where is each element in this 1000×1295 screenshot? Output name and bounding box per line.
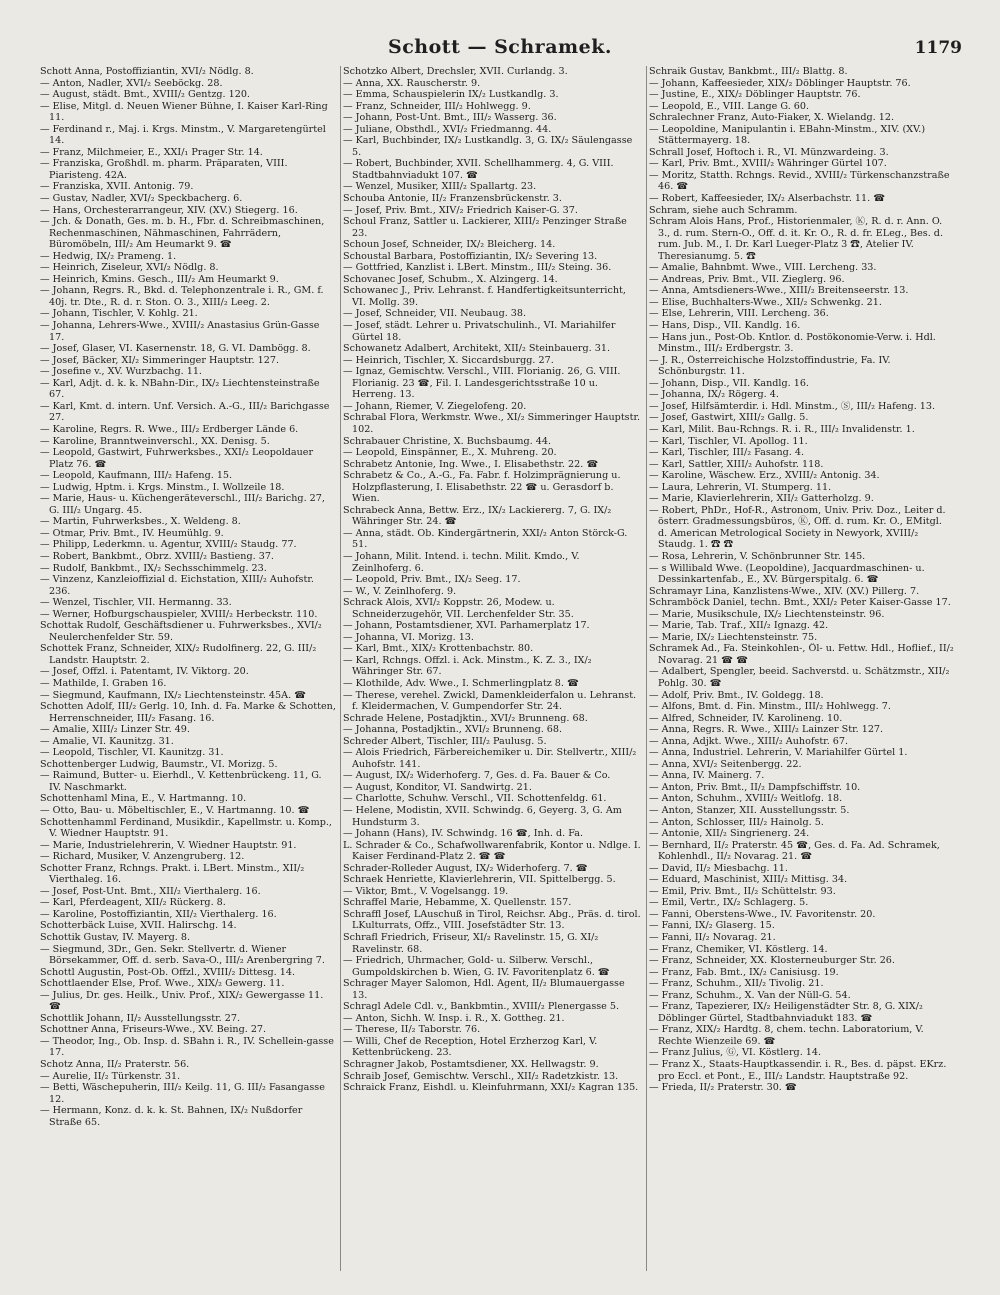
- directory-entry: — Antonie, XII/₂ Singrienerg. 24.: [649, 828, 810, 840]
- directory-entry: — Hans, Orchesterarrangeur, XIV. (XV.) Stiegerg. 16.: [40, 204, 298, 216]
- directory-entry: — Karoline, Branntweinverschl., XX. Denisg. 5.: [40, 435, 270, 447]
- directory-entry: — Johann, Milit. Intend. i. techn. Milit. Kmdo., V. Zeinlhoferg. 6.: [343, 550, 580, 574]
- directory-entry: — Theodor, Ing., Ob. Insp. d. SBahn i. R., IV. Schellein-gasse 17.: [40, 1035, 334, 1059]
- directory-entry: — Franz, Schuhm., X. Van der Nüll-G. 54.: [649, 989, 851, 1001]
- directory-entry: — Emma, Schauspielerin IX/₂ Lustkandlg. 3.: [343, 89, 559, 101]
- directory-entry: Schottenberger Ludwig, Baumstr., VI. Morizg. 5.: [40, 758, 278, 770]
- directory-entry: Schrall Josef, Hoftoch i. R., VI. Münzwardeing. 3.: [649, 146, 889, 158]
- directory-entry: — Johann, Tischler, V. Kohlg. 21.: [40, 308, 198, 320]
- directory-entry: Schralechner Franz, Auto-Fiaker, X. Wielandg. 12.: [649, 112, 895, 124]
- directory-entry: — Wenzel, Tischler, VII. Hermanng. 33.: [40, 597, 232, 609]
- directory-entry: Schrade Helene, Postadjktin., XVI/₂ Brunneng. 68.: [343, 712, 588, 724]
- directory-entry: — Justine, E., XIX/₂ Döblinger Hauptstr. 76.: [649, 89, 861, 101]
- directory-entry: — Mathilde, I. Graben 16.: [40, 677, 167, 689]
- directory-entry: Schott Anna, Postoffiziantin, XVI/₂ Nödlg. 8.: [40, 66, 254, 77]
- directory-entry: — Marie, Haus- u. Küchengeräteverschl., III/₂ Barichg. 27, G. III/₂ Ungarg. 45.: [40, 493, 325, 516]
- directory-entry: — Elise, Buchhalters-Wwe., XII/₂ Schwenkg. 21.: [649, 296, 882, 308]
- directory-entry: — Anna, IV. Mainerg. 7.: [649, 770, 765, 782]
- directory-entry: — Franz, Chemiker, VI. Köstlerg. 14.: [649, 943, 828, 955]
- directory-entry: — Karl, Adjt. d. k. k. NBahn-Dir., IX/₂ Liechtensteinstraße 67.: [40, 377, 320, 401]
- directory-entry: — Rosa, Lehrerin, V. Schönbrunner Str. 145.: [649, 550, 866, 562]
- directory-entry: — Josef, Bäcker, XI/₂ Simmeringer Hauptstr. 127.: [40, 354, 280, 366]
- directory-entry: Schrabetz & Co., A.-G., Fa. Fabr. f. Holzimprägnierung u. Holzpflasterung, I. Elisabethstr. 22 ☎ u. Gerasdorf b. Wien.: [343, 470, 621, 505]
- directory-entry: — Leopold, Gastwirt, Fuhrwerksbes., XXI/₂ Leopoldauer Platz 76. ☎: [40, 447, 314, 470]
- directory-entry: — Werner, Hofburgschauspieler, XVIII/₂ Herbeckstr. 110.: [40, 608, 318, 620]
- directory-entry: — Karl, Sattler, XIII/₂ Auhofstr. 118.: [649, 458, 824, 470]
- directory-entry: — Franz, Schuhm., XII/₂ Tivolig. 21.: [649, 978, 824, 990]
- directory-entry: — Leopold, Priv. Bmt., IX/₂ Seeg. 17.: [343, 574, 521, 586]
- directory-entry: — Friedrich, Uhrmacher, Gold- u. Silberw. Verschl., Gumpoldskirchen b. Wien, G. IV. Favoritenplatz 6. ☎: [343, 955, 610, 978]
- directory-entry: — Laura, Lehrerin, VI. Stumperg. 11.: [649, 481, 832, 493]
- directory-entry: Schragner Jakob, Postamtsdiener, XX. Hellwagstr. 9.: [343, 1059, 599, 1071]
- page-header: [0, 36, 1000, 64]
- directory-entry: — Franz, Schneider, XX. Klosterneuburger Str. 26.: [649, 955, 895, 967]
- directory-entry: — Fanni, IX/₂ Glaserg. 15.: [649, 920, 775, 932]
- directory-entry: Schottlaender Else, Prof. Wwe., XIX/₂ Gewerg. 11.: [40, 978, 285, 990]
- directory-entry: — Philipp, Lederkmn. u. Agentur, XVIII/₂ Staudg. 77.: [40, 539, 297, 551]
- column-divider: [646, 66, 647, 1271]
- directory-entry: Schrader-Rolleder August, IX/₂ Widerhoferg. 7. ☎: [343, 862, 588, 874]
- directory-entry: — Helene, Modistin, XVII. Schwindg. 6, Geyerg. 3, G. Am Hundsturm 3.: [343, 805, 622, 828]
- directory-entry: — Johann, Kaffeesieder, XIX/₂ Döblinger Hauptstr. 76.: [649, 77, 911, 89]
- directory-entry: — Eduard, Maschinist, XIII/₂ Mittisg. 34.: [649, 874, 848, 886]
- directory-entry: Schoustal Barbara, Postoffiziantin, IX/₂ Severing 13.: [343, 250, 598, 262]
- directory-entry: Schraik Gustav, Bankbmt., III/₂ Blattg. 8.: [649, 66, 848, 77]
- directory-entry: — Johann, Riemer, V. Ziegelofeng. 20.: [343, 400, 527, 412]
- directory-entry: — Marie, Tab. Traf., XII/₂ Ignazg. 42.: [649, 620, 829, 632]
- directory-entry: — Karl, Milit. Bau-Rchngs. R. i. R., III/₂ Invalidenstr. 1.: [649, 423, 915, 435]
- directory-entry: Schram Alois Hans, Prof., Historienmaler, Ⓚ, R. d. r. Ann. O. 3., d. rum. Stern-O., Off. d. it. Kr. O., R. d. fr. ELeg., Bes. d. rum. Jub. M., I. Dr. Karl Lueger-Platz 3 ☎, Atelier IV. Theresianumg. 5. ☎: [649, 216, 943, 262]
- directory-entry: — Marie, IX/₂ Liechtensteinstr. 75.: [649, 631, 818, 643]
- directory-entry: Schramek Ad., Fa. Steinkohlen-, Öl- u. Fettw. Hdl., Hoflief., II/₂ Novarag. 21 ☎ ☎: [649, 643, 954, 666]
- directory-entry: — Johanna, Lehrers-Wwe., XVIII/₂ Anastasius Grün-Gasse 17.: [40, 320, 320, 343]
- directory-entry: Schoun Josef, Schneider, IX/₂ Bleicherg. 14.: [343, 239, 556, 251]
- directory-entry: Schottenhaml Mina, E., V. Hartmanng. 10.: [40, 793, 247, 805]
- directory-entry: Schottenhamml Ferdinand, Musikdir., Kapellmstr. u. Komp., V. Wiedner Hauptstr. 91.: [40, 816, 332, 840]
- directory-entry: — Johann, Post-Unt. Bmt., III/₂ Wasserg. 36.: [343, 112, 557, 124]
- directory-entry: — Betti, Wäschepuherin, III/₂ Keilg. 11, G. III/₂ Fasangasse 12.: [40, 1082, 325, 1105]
- directory-entry: — Anton, Sichh. W. Insp. i. R., X. Gottheg. 21.: [343, 1012, 565, 1024]
- directory-entry: — Robert, Bankbmt., Obrz. XVIII/₂ Bastieng. 37.: [40, 550, 274, 562]
- directory-entry: — Marie, Klavierlehrerin, XII/₂ Gatterholzg. 9.: [649, 493, 874, 505]
- directory-entry: — Karl, Kmt. d. intern. Unf. Versich. A.-G., III/₂ Barichgasse 27.: [40, 400, 330, 424]
- directory-entry: Schraek Henriette, Klavierlehrerin, VII. Spittelbergg. 5.: [343, 874, 616, 886]
- column-2: [343, 66, 641, 1094]
- directory-entry: — Otmar, Priv. Bmt., IV. Heumühlg. 9.: [40, 527, 224, 539]
- directory-entry: Schrabeck Anna, Bettw. Erz., IX/₂ Lackiererg. 7, G. IX/₂ Währinger Str. 24. ☎: [343, 504, 612, 528]
- directory-entry: Schotter Franz, Rchngs. Prakt. i. LBert. Minstm., XII/₂ Vierthaleg. 16.: [40, 862, 305, 886]
- directory-entry: — Amalie, Bahnbmt. Wwe., VIII. Lercheng. 33.: [649, 262, 877, 274]
- directory-entry: — Franz, Milchmeier, E., XXI/₁ Prager Str. 14.: [40, 146, 263, 158]
- directory-entry: — Bernhard, II/₂ Praterstr. 45 ☎, Ges. d. Fa. Ad. Schramek, Kohlenhdl., II/₂ Novarag. 21. ☎: [649, 839, 940, 863]
- directory-entry: — Franziska, XVII. Antonig. 79.: [40, 181, 194, 193]
- directory-entry: — Anton, Schuhm., XVIII/₂ Weitlofg. 18.: [649, 793, 843, 805]
- directory-entry: — Fanni, II/₂ Novarag. 21.: [649, 932, 776, 944]
- directory-entry: — Karl, Rchngs. Offzl. i. Ack. Minstm., K. Z. 3., IX/₂ Währinger Str. 67.: [343, 654, 592, 678]
- directory-entry: — Karl, Buchbinder, IX/₂ Lustkandlg. 3, G. IX/₂ Säulengasse 5.: [343, 135, 633, 158]
- directory-entry: — August, städt. Bmt., XVIII/₂ Gentzg. 120.: [40, 89, 250, 101]
- directory-entry: — Josef, städt. Lehrer u. Privatschulinh., VI. Mariahilfer Gürtel 18.: [343, 320, 616, 343]
- directory-entry: — Richard, Musiker, V. Anzengruberg. 12.: [40, 851, 245, 863]
- directory-entry: — Karl, Priv. Bmt., XVIII/₂ Währinger Gürtel 107.: [649, 158, 887, 170]
- directory-entry: Schotz Anna, II/₂ Praterstr. 56.: [40, 1059, 190, 1071]
- directory-entry: — Anton, Nadler, XVI/₂ Seeböckg. 28.: [40, 77, 223, 89]
- directory-entry: Schottl Augustin, Post-Ob. Offzl., XVIII/₂ Dittesg. 14.: [40, 966, 296, 978]
- directory-entry: — Hedwig, IX/₂ Prameng. 1.: [40, 250, 177, 262]
- directory-entry: — Anna, Industriel. Lehrerin, V. Mariahilfer Gürtel 1.: [649, 747, 908, 759]
- directory-entry: — Karoline, Regrs. R. Wwe., III/₂ Erdberger Lände 6.: [40, 423, 299, 435]
- directory-entry: Schrack Alois, XVI/₂ Koppstr. 26, Modew. u. Schneiderzugehör, VII. Lerchenfelder Str. 35.: [343, 597, 574, 620]
- directory-entry: — Frieda, II/₂ Praterstr. 30. ☎: [649, 1082, 797, 1094]
- directory-entry: — Leopold, E., VIII. Lange G. 60.: [649, 100, 810, 112]
- directory-entry: — Johann, Postamtsdiener, XVI. Parhamerplatz 17.: [343, 620, 590, 632]
- directory-entry: Schowanetz Adalbert, Architekt, XII/₂ Steinbauerg. 31.: [343, 343, 610, 355]
- directory-entry: — David, II/₂ Miesbachg. 11.: [649, 862, 788, 874]
- directory-entry: — Ignaz, Gemischtw. Verschl., VIII. Florianig. 26, G. VIII. Florianig. 23 ☎, Fil. I. Landesgerichtsstraße 10 u. Herreng. 13.: [343, 366, 621, 401]
- directory-entry: — Hermann, Konz. d. k. k. St. Bahnen, IX/₂ Nußdorfer Straße 65.: [40, 1105, 303, 1128]
- directory-entry: — Karoline, Wäschew. Erz., XVIII/₂ Antonig. 34.: [649, 470, 880, 482]
- directory-entry: L. Schrader & Co., Schafwollwarenfabrik, Kontor u. Ndlge. I. Kaiser Ferdinand-Platz 2. ☎ ☎: [343, 839, 641, 863]
- directory-entry: — Adalbert, Spengler, beeid. Sachverstd. u. Schätzmstr., XII/₂ Pohlg. 30. ☎: [649, 666, 950, 689]
- directory-entry: Schottlik Johann, II/₂ Ausstellungsstr. 27.: [40, 1012, 241, 1024]
- directory-entry: — August, Konditor, VI. Sandwirtg. 21.: [343, 781, 532, 793]
- directory-entry: Schrabal Flora, Werkmstr. Wwe., XI/₂ Simmeringer Hauptstr. 102.: [343, 412, 641, 435]
- directory-entry: — Josef, Hilfsämterdir. i. Hdl. Minstm., Ⓢ, III/₂ Hafeng. 13.: [649, 400, 936, 412]
- column-1: [40, 66, 336, 1128]
- directory-entry: — Anton, Schlosser, III/₂ Hainolg. 5.: [649, 816, 824, 828]
- directory-entry: — Viktor, Bmt., V. Vogelsangg. 19.: [343, 885, 509, 897]
- directory-entry: Schraick Franz, Eishdl. u. Kleinfuhrmann, XXI/₂ Kagran 135.: [343, 1082, 639, 1094]
- directory-entry: — Ferdinand r., Maj. i. Krgs. Minstm., V. Margaretengürtel 14.: [40, 123, 326, 147]
- directory-entry: — W., V. Zeinlhoferg. 9.: [343, 585, 457, 597]
- directory-entry: — Amalie, XIII/₂ Linzer Str. 49.: [40, 724, 190, 736]
- directory-entry: — Amalie, VI. Kaunitzg. 31.: [40, 735, 174, 747]
- directory-entry: — Heinrich, Kmins. Gesch., III/₂ Am Heumarkt 9.: [40, 273, 279, 285]
- directory-entry: — Leopold, Einspänner, E., X. Muhreng. 20.: [343, 447, 557, 459]
- directory-entry: — Josef, Schneider, VII. Neubaug. 38.: [343, 308, 527, 320]
- directory-entry: Schram, siehe auch Schramm.: [649, 204, 798, 216]
- directory-entry: Schovanec Josef, Schubm., X. Alzingerg. 14.: [343, 273, 558, 285]
- directory-entry: — Karl, Tischler, III/₂ Fasang. 4.: [649, 447, 805, 459]
- directory-entry: Schowanec J., Priv. Lehranst. f. Handfertigkeitsunterricht, VI. Mollg. 39.: [343, 285, 626, 308]
- directory-entry: — Elise, Mitgl. d. Neuen Wiener Bühne, I. Kaiser Karl-Ring 11.: [40, 100, 328, 124]
- directory-entry: — Anna, Amtsdieners-Wwe., XIII/₂ Breitenseerstr. 13.: [649, 285, 909, 297]
- directory-entry: — Franz, XIX/₂ Hardtg. 8, chem. techn. Laboratorium, V. Rechte Wienzeile 69. ☎: [649, 1024, 924, 1047]
- directory-entry: — Martin, Fuhrwerksbes., X. Weldeng. 8.: [40, 516, 241, 528]
- directory-entry: Schramayr Lina, Kanzlistens-Wwe., XIV. (XV.) Pillerg. 7.: [649, 585, 920, 597]
- directory-entry: Schragl Adele Cdl. v., Bankbmtin., XVIII/₂ Plenergasse 5.: [343, 1001, 620, 1013]
- directory-entry: — Anna, Regrs. R. Wwe., XIII/₂ Lainzer Str. 127.: [649, 724, 884, 736]
- directory-entry: — Adolf, Priv. Bmt., IV. Goldegg. 18.: [649, 689, 824, 701]
- directory-entry: — Josef, Glaser, VI. Kasernenstr. 18, G. VI. Dambögg. 8.: [40, 343, 311, 355]
- directory-entry: — Leopold, Tischler, VI. Kaunitzg. 31.: [40, 747, 224, 759]
- directory-entry: — Fanni, Oberstens-Wwe., IV. Favoritenstr. 20.: [649, 908, 876, 920]
- directory-entry: — Josef, Offzl. i. Patentamt, IV. Viktorg. 20.: [40, 666, 249, 678]
- directory-entry: — Willi, Chef de Reception, Hotel Erzherzog Karl, V. Kettenbrückeng. 23.: [343, 1035, 598, 1059]
- directory-entry: — Klothilde, Adv. Wwe., I. Schmerlingplatz 8. ☎: [343, 677, 579, 689]
- directory-entry: — Karl, Pferdeagent, XII/₂ Rückerg. 8.: [40, 897, 226, 909]
- directory-entry: — Siegmund, 3Dr., Gen. Sekr. Stellvertr. d. Wiener Börsekammer, Off. d. serb. Sava-O., III/₂ Arenbergring 7.: [40, 943, 325, 967]
- directory-entry: Schraffl Josef, LAuschuß in Tirol, Reichsr. Abg., Präs. d. tirol. LKulturrats, Offz., VIII. Josefstädter Str. 13.: [343, 908, 641, 932]
- directory-entry: — Marie, Musikschule, IX/₂ Liechtensteinstr. 96.: [649, 608, 885, 620]
- page-number: 1179: [914, 38, 962, 58]
- directory-entry: — Hans jun., Post-Ob. Kntlor. d. Postökonomie-Verw. i. Hdl. Minstm., III/₂ Erdbergstr. 3.: [649, 331, 936, 355]
- directory-entry: — Emil, Vertr., IX/₂ Schlagerg. 5.: [649, 897, 809, 909]
- directory-entry: Schoul Franz, Sattler u. Lackierer, XIII/₂ Penzinger Straße 23.: [343, 216, 627, 239]
- directory-entry: — August, IX/₂ Widerhoferg. 7, Ges. d. Fa. Bauer & Co.: [343, 770, 611, 782]
- directory-entry: — Anna, städt. Ob. Kindergärtnerin, XXI/₂ Anton Störck-G. 51.: [343, 527, 628, 551]
- directory-entry: — s Willibald Wwe. (Leopoldine), Jacquardmaschinen- u. Dessinkartenfab., E., XV. Bürgerspitalg. 6. ☎: [649, 562, 925, 586]
- directory-entry: — Alfons, Bmt. d. Fin. Minstm., III/₂ Hohlwegg. 7.: [649, 701, 891, 713]
- directory-entry: — Anna, XX. Rauscherstr. 9.: [343, 77, 481, 89]
- directory-entry: — Anna, XVI/₂ Seitenbergg. 22.: [649, 758, 802, 770]
- directory-entry: — Franz X., Staats-Hauptkassendir. i. R., Bes. d. päpst. EKrz. pro Eccl. et Pont., E., III/₂ Landstr. Hauptstraße 92.: [649, 1059, 947, 1082]
- directory-entry: — Franz, Fab. Bmt., IX/₂ Canisiusg. 19.: [649, 966, 839, 978]
- directory-entry: Schottik Gustav, IV. Mayerg. 8.: [40, 932, 191, 944]
- directory-entry: — Franz Julius, Ⓖ, VI. Köstlerg. 14.: [649, 1047, 822, 1059]
- directory-entry: — Gottfried, Kanzlist i. LBert. Minstm., III/₂ Steing. 36.: [343, 262, 612, 274]
- directory-entry: — Robert, Buchbinder, XVII. Schellhammerg. 4, G. VIII. Stadtbahnviadukt 107. ☎: [343, 158, 614, 181]
- directory-entry: — Johann (Hans), IV. Schwindg. 16 ☎, Inh. d. Fa.: [343, 828, 584, 840]
- directory-entry: — Robert, Kaffeesieder, IX/₂ Alserbachstr. 11. ☎: [649, 193, 886, 205]
- directory-entry: — Josef, Post-Unt. Bmt., XII/₂ Vierthalerg. 16.: [40, 885, 261, 897]
- directory-entry: Schramböck Daniel, techn. Bmt., XXI/₂ Peter Kaiser-Gasse 17.: [649, 597, 951, 609]
- directory-entry: — Heinrich, Ziseleur, XVI/₂ Nödlg. 8.: [40, 262, 219, 274]
- directory-entry: — Johann, Regrs. R., Bkd. d. Telephonzentrale i. R., GM. f. 40j. tr. Dte., R. d. r. Ston. O. 3., XIII/₂ Leeg. 2.: [40, 285, 324, 308]
- directory-entry: Schottak Rudolf, Geschäftsdiener u. Fuhrwerksbes., XVI/₂ Neulerchenfelder Str. 59.: [40, 620, 322, 643]
- directory-entry: Schouba Antonie, II/₂ Franzensbrückenstr. 3.: [343, 193, 562, 205]
- directory-entry: Schrabauer Christine, X. Buchsbaumg. 44.: [343, 435, 552, 447]
- directory-entry: — Josef, Priv. Bmt., XIV/₂ Friedrich Kaiser-G. 37.: [343, 204, 578, 216]
- directory-entry: — Josef, Gastwirt, XIII/₂ Gallg. 5.: [649, 412, 809, 424]
- directory-entry: — Siegmund, Kaufmann, IX/₂ Liechtensteinstr. 45A. ☎: [40, 689, 307, 701]
- directory-entry: — Johann, Disp., VII. Kandlg. 16.: [649, 377, 809, 389]
- directory-entry: — Franz, Schneider, III/₂ Hohlwegg. 9.: [343, 100, 531, 112]
- directory-entry: — Marie, Industrielehrerin, V. Wiedner Hauptstr. 91.: [40, 839, 297, 851]
- directory-entry: — Josefine v., XV. Wurzbachg. 11.: [40, 366, 202, 378]
- directory-entry: Schottek Franz, Schneider, XIX/₂ Rudolfinerg. 22, G. III/₂ Landstr. Hauptstr. 2.: [40, 643, 317, 666]
- directory-entry: — Johanna, Postadjktin., XVI/₂ Brunneng. 68.: [343, 724, 563, 736]
- directory-entry: — Alfred, Schneider, IV. Karolineng. 10.: [649, 712, 843, 724]
- directory-entry: — Emil, Priv. Bmt., II/₂ Schüttelstr. 93.: [649, 885, 836, 897]
- column-divider: [340, 66, 341, 1271]
- directory-entry: — Leopold, Kaufmann, III/₂ Hafeng. 15.: [40, 470, 233, 482]
- directory-entry: — Anton, Priv. Bmt., II/₂ Dampfschiffstr. 10.: [649, 781, 861, 793]
- directory-entry: — Jch. & Donath, Ges. m. b. H., Fbr. d. Schreibmaschinen, Rechenmaschinen, Nähmaschinen, Fahrrädern, Büromöbeln, III/₂ Am Heumarkt 9. ☎: [40, 216, 325, 251]
- directory-entry: — Alois Friedrich, Färbereichemiker u. Dir. Stellvertr., XIII/₂ Auhofstr. 141.: [343, 747, 637, 770]
- directory-entry: — Therese, II/₂ Taborstr. 76.: [343, 1024, 481, 1036]
- directory-entry: Schreder Albert, Tischler, III/₂ Paulusg. 5.: [343, 735, 547, 747]
- directory-entry: Schrafl Friedrich, Friseur, XI/₂ Ravelinstr. 15, G. XI/₂ Ravelinstr. 68.: [343, 932, 599, 955]
- directory-entry: — Johanna, IX/₂ Rögerg. 4.: [649, 389, 779, 401]
- directory-entry: Schottner Anna, Friseurs-Wwe., XV. Being. 27.: [40, 1024, 267, 1036]
- directory-entry: — Ludwig, Hptm. i. Krgs. Minstm., I. Wollzeile 18.: [40, 481, 285, 493]
- directory-entry: — Leopoldine, Manipulantin i. EBahn-Minstm., XIV. (XV.) Stättermayerg. 18.: [649, 123, 926, 147]
- directory-entry: Schotzko Albert, Drechsler, XVII. Curlandg. 3.: [343, 66, 568, 77]
- column-3: [649, 66, 954, 1094]
- directory-entry: — Robert, PhDr., Hof-R., Astronom, Univ. Priv. Doz., Leiter d. österr. Gradmessungsbüros, Ⓚ, Off. d. rum. Kr. O., EMitgl. d. American Metrological Society in Newyork, XVIII/₂ Staudg. 1. ☎ ☎: [649, 504, 946, 551]
- directory-entry: Schraffel Marie, Hebamme, X. Quellenstr. 157.: [343, 897, 572, 909]
- directory-entry: — Hans, Disp., VII. Kandlg. 16.: [649, 320, 801, 332]
- directory-entry: — Vinzenz, Kanzleioffizial d. Eichstation, XIII/₂ Auhofstr. 236.: [40, 574, 314, 597]
- directory-entry: — Andreas, Priv. Bmt., VII. Zieglerg. 96.: [649, 273, 845, 285]
- directory-entry: — Raimund, Butter- u. Eierhdl., V. Kettenbrückeng. 11, G. IV. Naschmarkt.: [40, 770, 322, 793]
- directory-entry: — Aurelie, II/₂ Türkenstr. 31.: [40, 1070, 181, 1082]
- running-head: Schott — Schramek.: [388, 36, 612, 58]
- directory-entry: — Karl, Tischler, VI. Apollog. 11.: [649, 435, 808, 447]
- directory-entry: — Anton, Stanzer, XII. Ausstellungsstr. 5.: [649, 805, 850, 816]
- directory-entry: — Rudolf, Bankbmt., IX/₂ Sechsschimmelg. 23.: [40, 562, 267, 574]
- directory-entry: — Wenzel, Musiker, XIII/₂ Spallartg. 23.: [343, 181, 537, 193]
- directory-entry: — J. R., Österreichische Holzstoffindustrie, Fa. IV. Schönburgstr. 11.: [649, 354, 891, 378]
- directory-entry: — Johanna, VI. Morizg. 13.: [343, 631, 474, 643]
- directory-entry: — Heinrich, Tischler, X. Siccardsburgg. 27.: [343, 354, 554, 366]
- directory-entry: Schotterbäck Luise, XVII. Halirschg. 14.: [40, 920, 237, 932]
- directory-entry: Schraib Josef, Gemischtw. Verschl., XII/₂ Radetzkistr. 13.: [343, 1070, 619, 1082]
- directory-entry: — Juliane, Obsthdl., XVI/₂ Friedmanng. 44.: [343, 123, 552, 135]
- directory-entry: — Else, Lehrerin, VIII. Lercheng. 36.: [649, 308, 829, 320]
- directory-entry: — Moritz, Statth. Rchngs. Revid., XVIII/₂ Türkenschanzstraße 46. ☎: [649, 169, 950, 193]
- directory-entry: — Otto, Bau- u. Möbeltischler, E., V. Hartmanng. 10. ☎: [40, 805, 310, 816]
- directory-entry: Schrager Mayer Salomon, Hdl. Agent, II/₂ Blumauergasse 13.: [343, 978, 625, 1001]
- directory-entry: — Gustav, Nadler, XVI/₂ Speckbacherg. 6.: [40, 193, 243, 205]
- directory-entry: — Therese, verehel. Zwickl, Damenkleiderfalon u. Lehranst. f. Kleidermachen, V. Gumpendorfer Str. 24.: [343, 689, 637, 713]
- directory-entry: Schotten Adolf, III/₂ Gerlg. 10, Inh. d. Fa. Marke & Schotten, Herrenschneider, III/₂ Fasang. 16.: [40, 701, 336, 724]
- directory-entry: Schrabetz Antonie, Ing. Wwe., I. Elisabethstr. 22. ☎: [343, 458, 599, 470]
- directory-entry: — Franziska, Großhdl. m. pharm. Präparaten, VIII. Piaristeng. 42A.: [40, 158, 288, 181]
- directory-entry: — Anna, Adjkt. Wwe., XIII/₂ Auhofstr. 67.: [649, 735, 849, 747]
- directory-entry: — Karl, Bmt., XIX/₂ Krottenbachstr. 80.: [343, 643, 534, 655]
- directory-entry: — Karoline, Postoffiziantin, XII/₂ Vierthalerg. 16.: [40, 908, 277, 920]
- directory-entry: — Charlotte, Schuhw. Verschl., VII. Schottenfeldg. 61.: [343, 793, 607, 805]
- directory-entry: — Julius, Dr. ges. Heilk., Univ. Prof., XIX/₂ Gewergasse 11. ☎: [40, 989, 324, 1013]
- directory-entry: — Franz, Tapezierer, IX/₂ Heiligenstädter Str. 8, G. XIX/₂ Döblinger Gürtel, Stadtbahnviadukt 183. ☎: [649, 1001, 923, 1024]
